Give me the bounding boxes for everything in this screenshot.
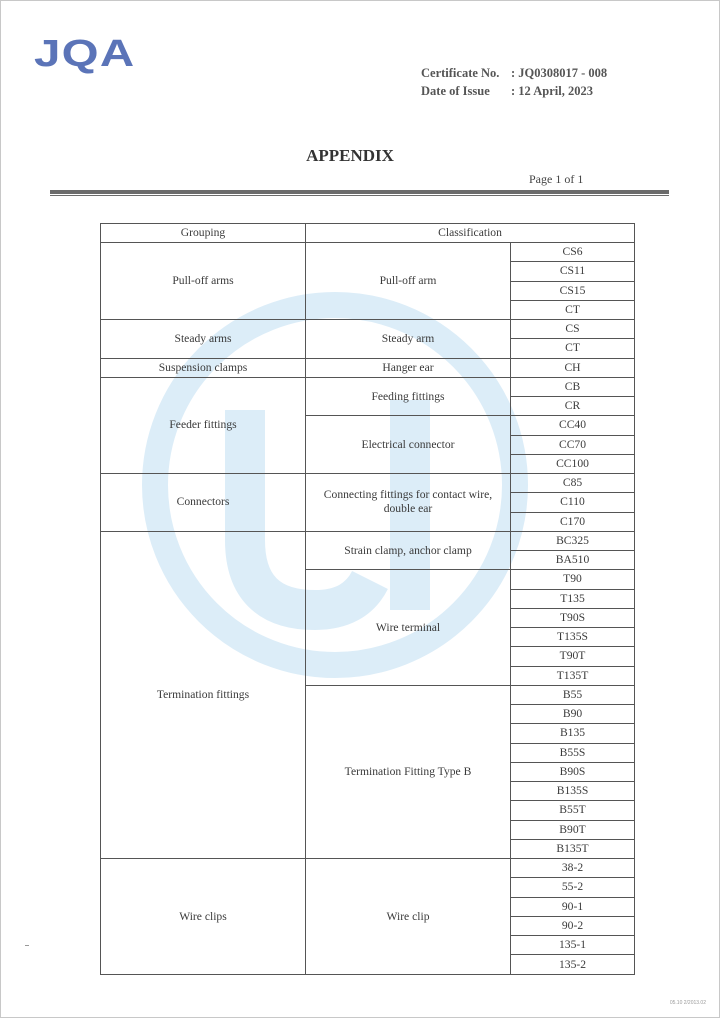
table-row [101, 377, 635, 396]
code-cell: B55S [511, 743, 635, 762]
table-row [101, 531, 635, 550]
code-cell: 90-1 [511, 897, 635, 916]
code-cell: CH [511, 358, 635, 377]
table-row [101, 358, 635, 377]
grouping-cell: Steady arms [101, 320, 306, 359]
issue-date-label: Date of Issue [421, 84, 490, 98]
table-row [101, 859, 635, 878]
code-cell: CB [511, 377, 635, 396]
header-rule [50, 190, 669, 194]
table-row [101, 474, 635, 493]
classification-cell: Strain clamp, anchor clamp [306, 531, 511, 570]
classification-cell: Hanger ear [306, 358, 511, 377]
appendix-table-body [101, 243, 635, 975]
certificate-number-label: Certificate No. [421, 66, 500, 80]
issue-date: : 12 April, 2023 [511, 84, 593, 98]
header-classification: Classification [306, 224, 635, 243]
classification-cell: Wire terminal [306, 570, 511, 686]
code-cell: B90T [511, 820, 635, 839]
code-cell: CT [511, 339, 635, 358]
code-cell: 135-2 [511, 955, 635, 975]
page-title: APPENDIX [306, 146, 394, 165]
margin-mark [25, 945, 29, 946]
grouping-cell: Termination fittings [101, 531, 306, 858]
page-number: Page 1 of 1 [529, 172, 584, 186]
classification-cell: Feeding fittings [306, 377, 511, 416]
code-cell: B135T [511, 839, 635, 858]
header-rule-thin [50, 195, 669, 196]
code-cell: B55 [511, 685, 635, 704]
classification-cell: Termination Fitting Type B [306, 685, 511, 858]
code-cell: CC40 [511, 416, 635, 435]
code-cell: C85 [511, 474, 635, 493]
table-row [101, 243, 635, 262]
classification-cell: Electrical connector [306, 416, 511, 474]
grouping-cell: Suspension clamps [101, 358, 306, 377]
code-cell: T90T [511, 647, 635, 666]
code-cell: 90-2 [511, 916, 635, 935]
certificate-info [421, 64, 607, 100]
code-cell: B135S [511, 782, 635, 801]
code-cell: BC325 [511, 531, 635, 550]
code-cell: 38-2 [511, 859, 635, 878]
certificate-number: : JQ0308017 - 008 [511, 66, 608, 80]
footer-code: 05.10 2/2013.02 [669, 1000, 706, 1006]
code-cell: B135 [511, 724, 635, 743]
classification-cell: Connecting fittings for contact wire, double ear [306, 474, 511, 532]
classification-cell: Steady arm [306, 320, 511, 359]
code-cell: BA510 [511, 551, 635, 570]
code-cell: T135T [511, 666, 635, 685]
grouping-cell: Connectors [101, 474, 306, 532]
code-cell: T135 [511, 589, 635, 608]
code-cell: CS [511, 320, 635, 339]
code-cell: CS15 [511, 281, 635, 300]
code-cell: B55T [511, 801, 635, 820]
grouping-cell: Feeder fittings [101, 377, 306, 473]
code-cell: T90S [511, 608, 635, 627]
code-cell: B90 [511, 705, 635, 724]
code-cell: CC70 [511, 435, 635, 454]
table-row [101, 320, 635, 339]
appendix-table [100, 223, 635, 975]
code-cell: CR [511, 397, 635, 416]
code-cell: C170 [511, 512, 635, 531]
jqa-logo: JQA [34, 33, 136, 75]
classification-cell: Pull-off arm [306, 243, 511, 320]
header-grouping: Grouping [101, 224, 306, 243]
code-cell: 55-2 [511, 878, 635, 897]
code-cell: T90 [511, 570, 635, 589]
code-cell: CT [511, 300, 635, 319]
code-cell: CS11 [511, 262, 635, 281]
code-cell: 135-1 [511, 936, 635, 955]
grouping-cell: Wire clips [101, 859, 306, 975]
code-cell: C110 [511, 493, 635, 512]
code-cell: CC100 [511, 454, 635, 473]
code-cell: CS6 [511, 243, 635, 262]
code-cell: B90S [511, 762, 635, 781]
code-cell: T135S [511, 628, 635, 647]
classification-cell: Wire clip [306, 859, 511, 975]
grouping-cell: Pull-off arms [101, 243, 306, 320]
